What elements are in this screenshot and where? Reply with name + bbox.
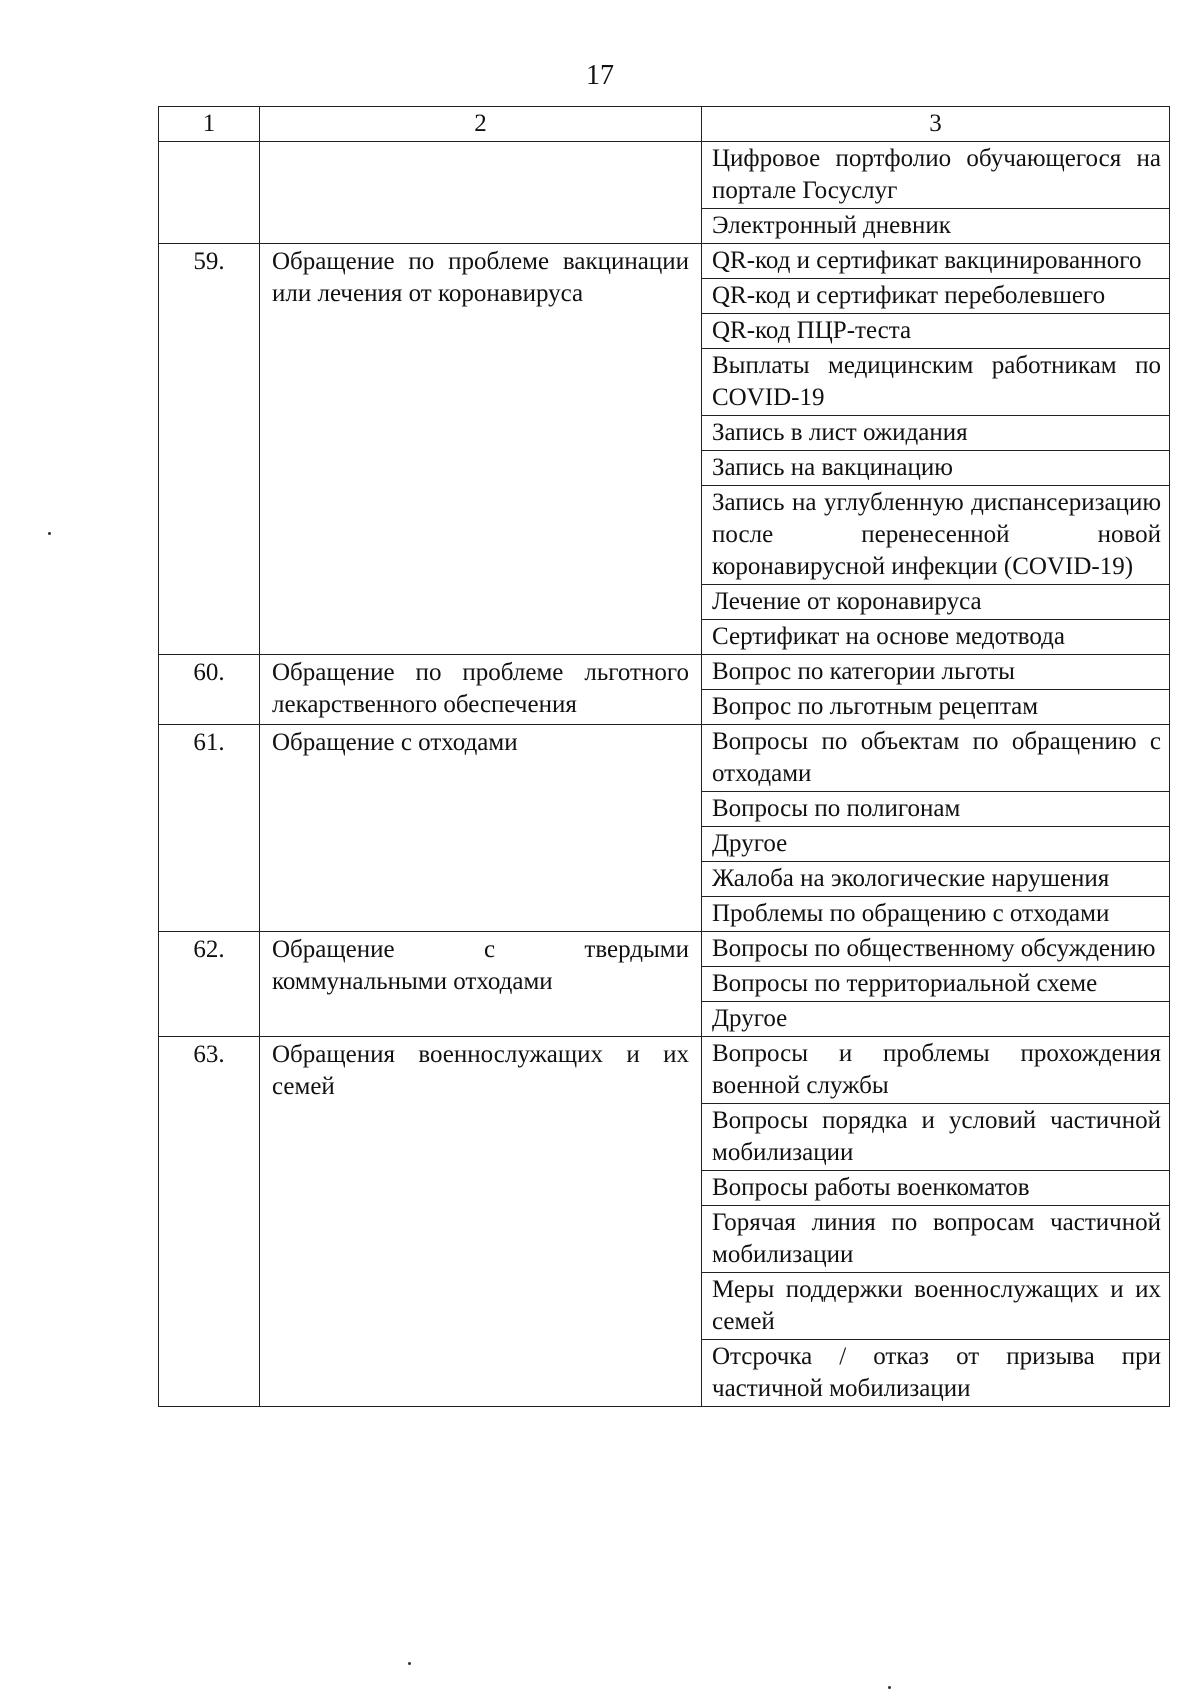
- subtopic-item: Электронный дневник: [712, 212, 951, 239]
- subtopic-item: QR-код ПЦР-теста: [702, 314, 1169, 349]
- row-subtopics: [702, 142, 1170, 244]
- table-row: [159, 932, 1170, 1037]
- row-number: 61.: [159, 725, 260, 932]
- subtopic-item: Вопросы по территориальной схеме: [702, 967, 1169, 1002]
- subtopic-item: Отсрочка / отказ от призыва при частичной мобилизации: [712, 1343, 1161, 1402]
- row-subtopics: [702, 932, 1170, 1037]
- subtopic-item: QR-код и сертификат переболевшего: [702, 279, 1169, 314]
- row-number: 60.: [159, 655, 260, 725]
- subtopic-item: Другое: [712, 1005, 788, 1032]
- row-topic: Обращения военнослужащих и их семей: [260, 1037, 702, 1407]
- scan-speck: [408, 1662, 411, 1665]
- subtopic-item: Меры поддержки военнослужащих и их семей: [702, 1273, 1169, 1340]
- row-subtopics: [702, 655, 1170, 725]
- page-number: 17: [586, 60, 614, 91]
- subtopic-item: Вопрос по категории льготы: [702, 655, 1169, 690]
- scan-speck: [48, 532, 51, 535]
- row-topic: Обращение по проблеме льготного лекарственного обеспечения: [260, 655, 702, 725]
- subtopic-item: Вопрос по льготным рецептам: [712, 693, 1039, 720]
- table-row: [159, 244, 1170, 655]
- categories-table: [158, 106, 1170, 1407]
- scan-speck: [888, 1686, 891, 1689]
- subtopic-item: Проблемы по обращению с отходами: [712, 900, 1110, 927]
- subtopic-item: Жалоба на экологические нарушения: [702, 862, 1169, 897]
- subtopic-item: Вопросы по полигонам: [702, 792, 1169, 827]
- subtopic-item: Вопросы и проблемы прохождения военной службы: [702, 1037, 1169, 1104]
- subtopic-item: Другое: [702, 827, 1169, 862]
- row-subtopics: [702, 244, 1170, 655]
- row-topic: [260, 142, 702, 244]
- row-number: 63.: [159, 1037, 260, 1407]
- row-subtopics: [702, 1037, 1170, 1407]
- row-topic: Обращение по проблеме вакцинации или лечения от коронавируса: [260, 244, 702, 655]
- table-row: [159, 142, 1170, 244]
- table-row: [159, 1037, 1170, 1407]
- row-number: 59.: [159, 244, 260, 655]
- table-row: [159, 655, 1170, 725]
- subtopic-item: Цифровое портфолио обучающегося на портале Госуслуг: [702, 142, 1169, 209]
- table-header-row: [159, 107, 1170, 142]
- subtopic-item: Запись на углубленную диспансеризацию после перенесенной новой коронавирусной инфекции (COVID-19): [702, 486, 1169, 585]
- row-topic: Обращение с отходами: [260, 725, 702, 932]
- column-header-1: 1: [159, 107, 260, 142]
- subtopic-item: Вопросы по общественному обсуждению: [702, 932, 1169, 967]
- subtopic-item: Горячая линия по вопросам частичной мобилизации: [702, 1206, 1169, 1273]
- column-header-3: 3: [702, 107, 1170, 142]
- row-number: [159, 142, 260, 244]
- column-header-2: 2: [260, 107, 702, 142]
- row-number: 62.: [159, 932, 260, 1037]
- subtopic-item: Лечение от коронавируса: [702, 585, 1169, 620]
- subtopic-item: Сертификат на основе медотвода: [712, 623, 1065, 650]
- subtopic-item: Запись на вакцинацию: [702, 451, 1169, 486]
- row-subtopics: [702, 725, 1170, 932]
- subtopic-item: QR-код и сертификат вакцинированного: [702, 244, 1169, 279]
- subtopic-item: Вопросы по объектам по обращению с отходами: [702, 725, 1169, 792]
- subtopic-item: Вопросы работы военкоматов: [702, 1171, 1169, 1206]
- row-topic: Обращение с твердыми коммунальными отходами: [260, 932, 702, 1037]
- table-row: [159, 725, 1170, 932]
- subtopic-item: Выплаты медицинским работникам по COVID-19: [702, 349, 1169, 416]
- subtopic-item: Вопросы порядка и условий частичной мобилизации: [702, 1104, 1169, 1171]
- subtopic-item: Запись в лист ожидания: [702, 416, 1169, 451]
